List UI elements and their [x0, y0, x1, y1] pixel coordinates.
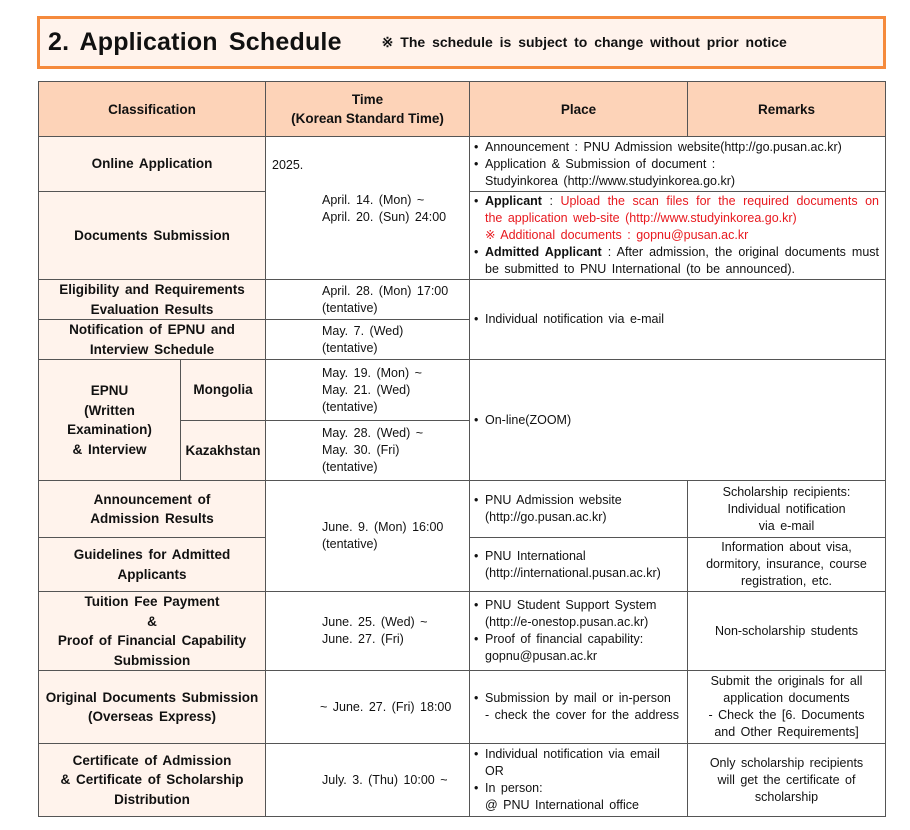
list-item: • PNU Student Support System (http://e-onestop.pusan.ac.kr)	[474, 598, 657, 629]
place-announcement-results	[470, 481, 688, 538]
remarks-tuition: Non-scholarship students	[688, 592, 886, 671]
classification-mongolia: Mongolia	[181, 360, 266, 421]
list-item: • Submission by mail or in-person - check the cover for the address	[474, 691, 680, 722]
header-place: Place	[470, 82, 688, 137]
classification-certificate: Certificate of Admission & Certificate of Scholarship Distribution	[39, 744, 266, 817]
header-time: Time (Korean Standard Time)	[266, 82, 470, 137]
table-row-certificate	[39, 744, 886, 817]
time-original-documents: ~ June. 27. (Fri) 18:00	[266, 671, 470, 744]
classification-documents-submission: Documents Submission	[39, 192, 266, 280]
table-row-original-documents	[39, 671, 886, 744]
time-year: 2025.	[272, 158, 304, 172]
remarks-original-documents: Submit the originals for all application documents - Check the [6. Documents and Other Requirements]	[688, 671, 886, 744]
classification-original-documents: Original Documents Submission (Overseas Express)	[39, 671, 266, 744]
table-row-online-application	[39, 137, 886, 192]
place-individual-notification	[470, 280, 886, 360]
list-item: • Application & Submission of document : Studyinkorea (http://www.studyinkorea.go.kr)	[474, 156, 736, 188]
classification-epnu: EPNU (Written Examination) & Interview	[39, 360, 181, 481]
time-announcement-results: June. 9. (Mon) 16:00 (tentative)	[266, 481, 470, 592]
table-row-tuition	[39, 592, 886, 671]
list-item: • Proof of financial capability: gopnu@pusan.ac.kr	[474, 632, 644, 663]
table-row-announcement-results	[39, 481, 886, 538]
header-classification: Classification	[39, 82, 266, 137]
list-item: • Announcement : PNU Admission website(http://go.pusan.ac.kr)	[474, 139, 842, 154]
place-certificate	[470, 744, 688, 817]
schedule-change-note: ※ The schedule is subject to change without prior notice	[381, 34, 787, 50]
time-kazakhstan: May. 28. (Wed) ~ May. 30. (Fri) (tentative)	[266, 421, 470, 481]
time-notification-epnu: May. 7. (Wed) (tentative)	[266, 320, 470, 360]
table-header-row	[39, 82, 886, 137]
header-remarks: Remarks	[688, 82, 886, 137]
place-online-zoom	[470, 360, 886, 481]
application-schedule-table	[38, 81, 886, 817]
list-item: • Admitted Applicant : After admission, the original documents must be submitted to PNU International (to be announced).	[474, 245, 879, 276]
time-tuition: June. 25. (Wed) ~ June. 27. (Fri)	[266, 592, 470, 671]
list-item: • Applicant : Upload the scan files for the required documents on the application web-site (http://www.studyinkorea.go.kr) ※ Additional documents : gopnu@pusan.ac.kr	[474, 194, 880, 242]
section-title: 2. Application Schedule	[48, 28, 342, 56]
classification-announcement-results: Announcement of Admission Results	[39, 481, 266, 538]
table-row-eligibility	[39, 280, 886, 320]
list-item: • On-line(ZOOM)	[474, 412, 572, 427]
place-tuition	[470, 592, 688, 671]
place-original-documents	[470, 671, 688, 744]
classification-kazakhstan: Kazakhstan	[181, 421, 266, 481]
time-mongolia: May. 19. (Mon) ~ May. 21. (Wed) (tentative)	[266, 360, 470, 421]
classification-online-application: Online Application	[39, 137, 266, 192]
remarks-announcement-results: Scholarship recipients: Individual notification via e-mail	[688, 481, 886, 538]
time-online-application: 2025. April. 14. (Mon) ~ April. 20. (Sun) 24:00	[266, 137, 470, 280]
classification-guidelines: Guidelines for Admitted Applicants	[39, 538, 266, 592]
place-guidelines	[470, 538, 688, 592]
list-item: • PNU Admission website (http://go.pusan.ac.kr)	[474, 493, 622, 524]
list-item: • In person: @ PNU International office	[474, 781, 639, 812]
list-item: • Individual notification via e-mail	[474, 312, 665, 326]
time-certificate: July. 3. (Thu) 10:00 ~	[266, 744, 470, 817]
place-online-application	[470, 137, 886, 192]
list-item: • Individual notification via email OR	[474, 747, 660, 778]
place-documents-submission	[470, 192, 886, 280]
classification-tuition: Tuition Fee Payment & Proof of Financial Capability Submission	[39, 592, 266, 671]
table-row-epnu-mongolia	[39, 360, 886, 421]
classification-eligibility: Eligibility and Requirements Evaluation Results	[39, 280, 266, 320]
remarks-certificate: Only scholarship recipients will get the certificate of scholarship	[688, 744, 886, 817]
list-item: • PNU International (http://international.pusan.ac.kr)	[474, 548, 661, 580]
time-eligibility: April. 28. (Mon) 17:00 (tentative)	[266, 280, 470, 320]
section-title-box	[37, 16, 886, 69]
additional-documents-note: ※ Additional documents : gopnu@pusan.ac.kr	[485, 228, 749, 242]
classification-notification-epnu: Notification of EPNU and Interview Schedule	[39, 320, 266, 360]
remarks-guidelines: Information about visa, dormitory, insurance, course registration, etc.	[688, 538, 886, 592]
